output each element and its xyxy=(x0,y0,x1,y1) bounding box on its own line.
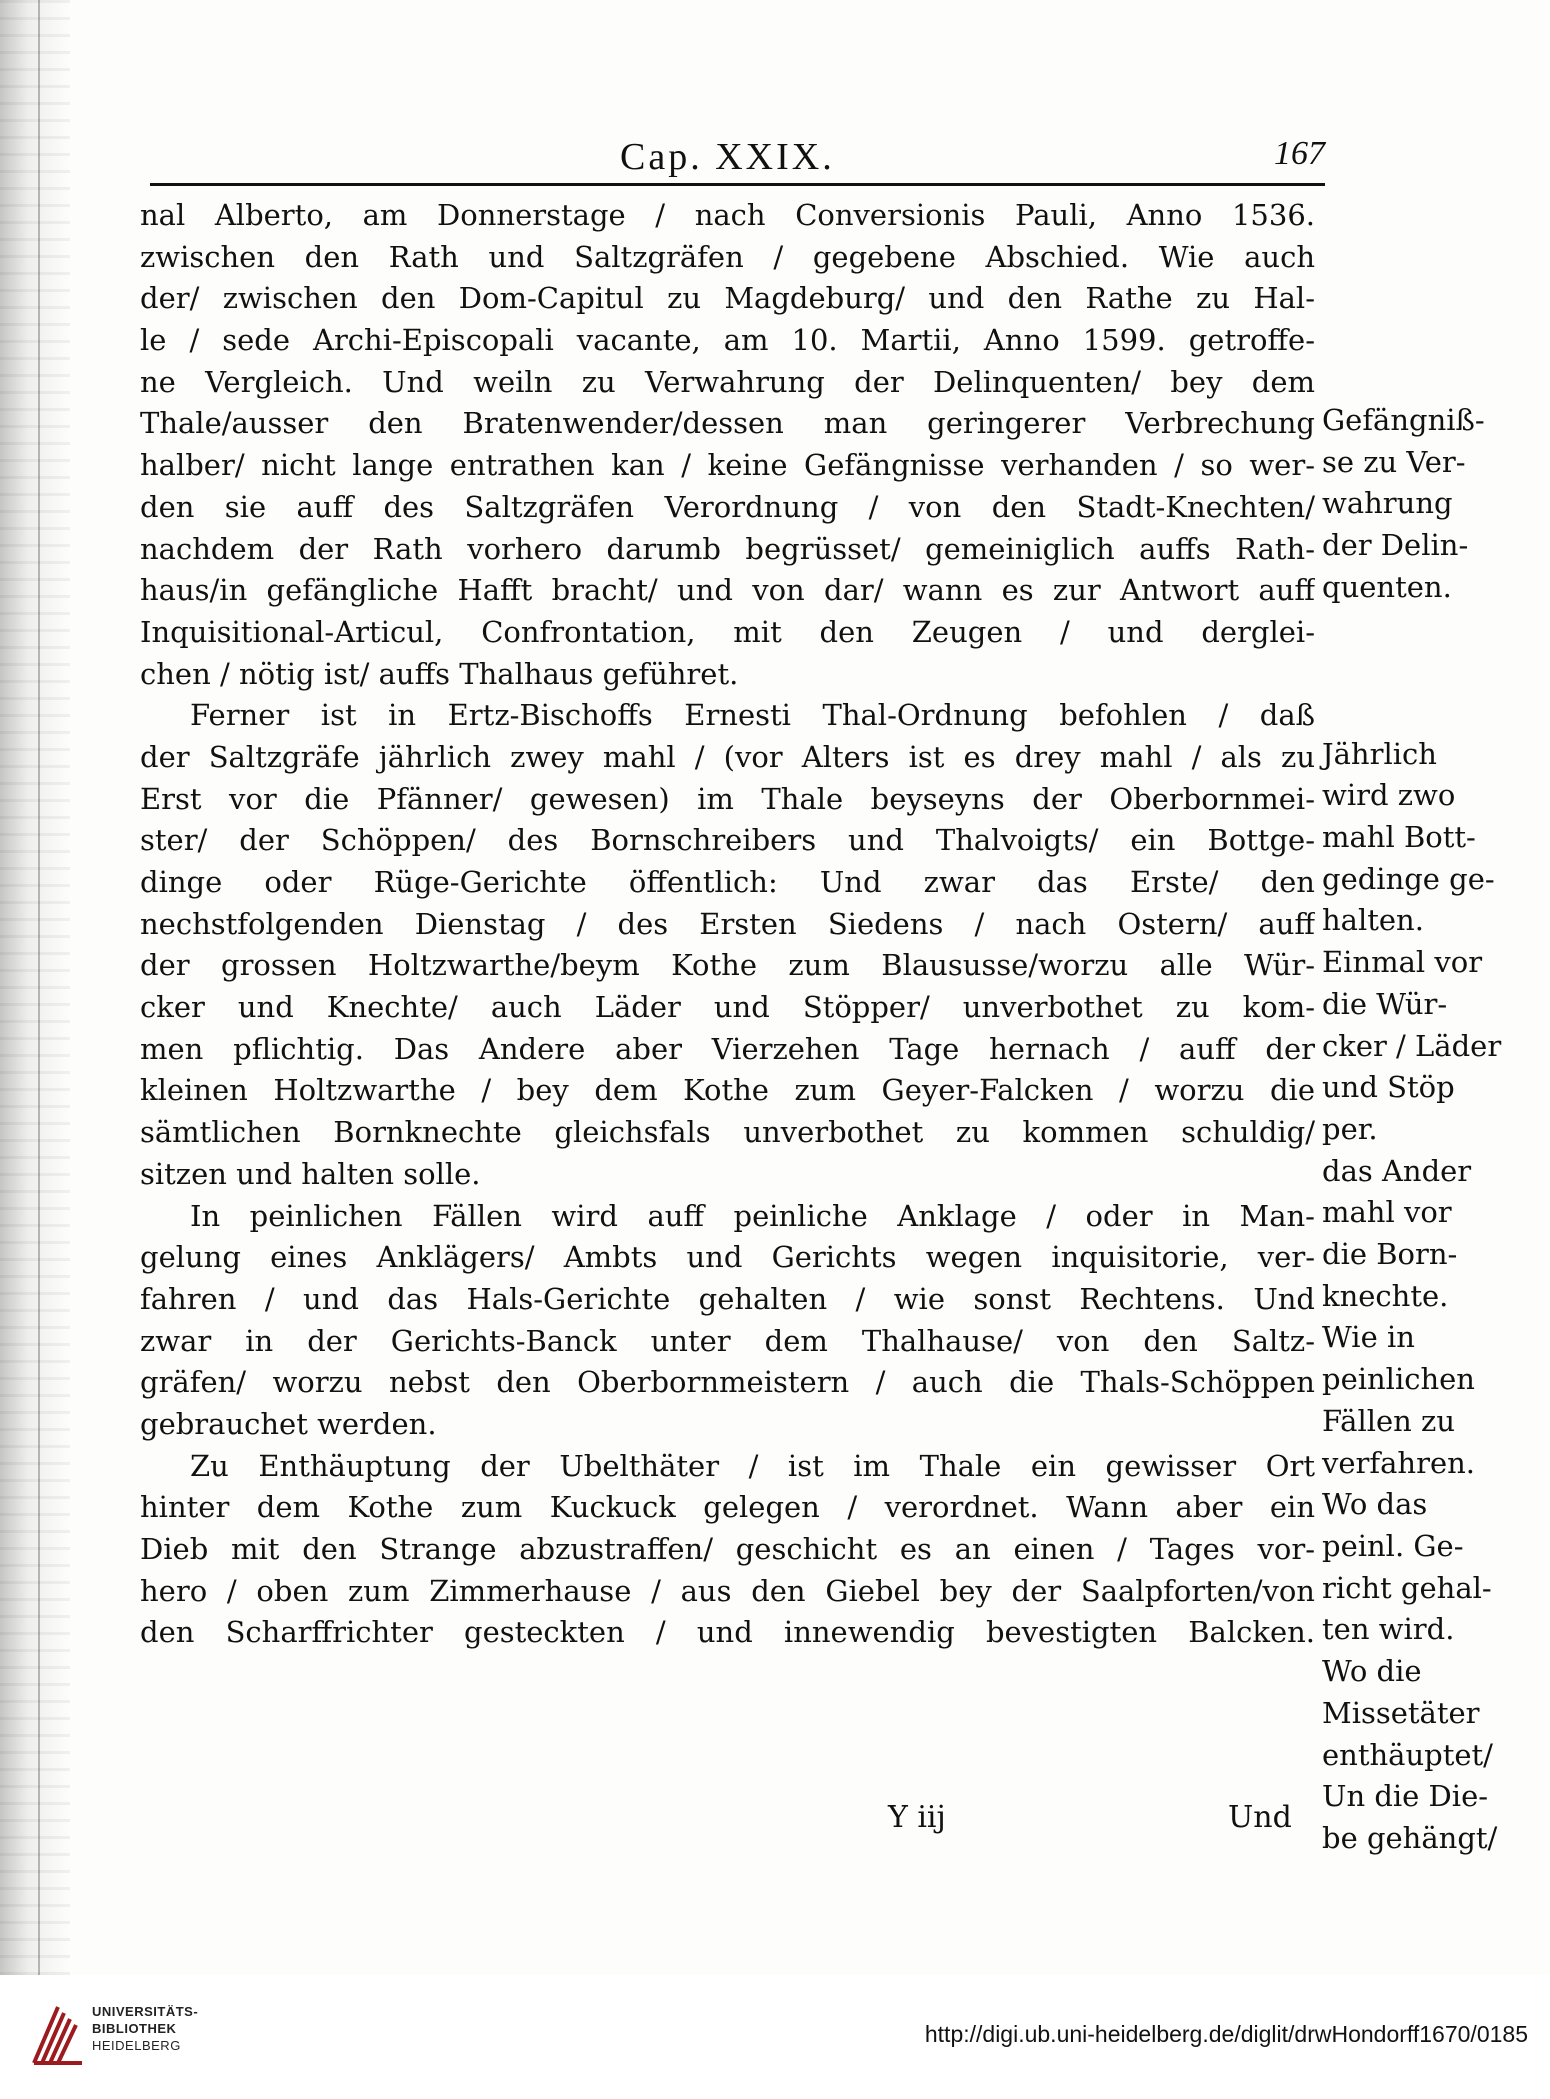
marginal-note-line: das Ander xyxy=(1322,1153,1472,1188)
text-line: den sie auff des Saltzgräfen Verordnung / von den Stadt-Knechten/ xyxy=(140,489,1315,524)
text-line: kleinen Holtzwarthe / bey dem Kothe zum Geyer-Falcken / worzu die xyxy=(140,1073,1315,1108)
marginal-note-line: peinlichen xyxy=(1322,1362,1475,1397)
marginal-note-line: Wo das xyxy=(1322,1487,1428,1522)
marginal-note-line: be gehängt/ xyxy=(1322,1820,1498,1855)
marginal-note-line: der Delin- xyxy=(1322,528,1469,563)
marginal-note xyxy=(1322,400,1522,1860)
marginal-note-line: mahl vor xyxy=(1322,1195,1452,1230)
marginal-note-line: wird zwo xyxy=(1322,778,1456,813)
marginal-note-line: knechte. xyxy=(1322,1278,1449,1313)
marginal-note-line: Wo die xyxy=(1322,1654,1422,1689)
text-line: le / sede Archi-Episcopali vacante, am 10. Martii, Anno 1599. getroffe- xyxy=(140,323,1315,358)
running-title: Cap. XXIX. xyxy=(620,136,835,178)
marginal-note-line: gedinge ge- xyxy=(1322,861,1495,896)
library-name-line: BIBLIOTHEK xyxy=(92,2021,177,2036)
marginal-note-line: und Stöp xyxy=(1322,1070,1455,1105)
text-line: fahren / und das Hals-Gerichte gehalten / wie sonst Rechtens. Und xyxy=(140,1281,1315,1316)
text-line: nachdem der Rath vorhero darumb begrüsset/ gemeiniglich auffs Rath- xyxy=(140,531,1315,566)
text-line: Thale/ausser den Bratenwender/dessen man geringerer Verbrechung xyxy=(140,406,1315,441)
marginal-note-line: se zu Ver- xyxy=(1322,444,1466,479)
text-line: dinge oder Rüge-Gerichte öffentlich: Und zwar das Erste/ den xyxy=(140,865,1315,899)
text-line: nechstfolgenden Dienstag / des Ersten Siedens / nach Ostern/ auff xyxy=(140,906,1315,941)
text-line: ne Vergleich. Und weiln zu Verwahrung der Delinquenten/ bey dem xyxy=(140,364,1315,399)
signature-mark: Y iij xyxy=(888,1800,946,1835)
library-name-line: HEIDELBERG xyxy=(92,2038,181,2053)
marginal-note-line: Gefängniß- xyxy=(1322,403,1485,437)
marginal-note-line: Fällen zu xyxy=(1322,1403,1456,1438)
text-line: gräfen/ worzu nebst den Oberbornmeistern / auch die Thals-Schöppen xyxy=(140,1365,1315,1400)
marginal-note-line: richt gehal- xyxy=(1322,1570,1492,1605)
marginal-notes xyxy=(1322,400,1522,1860)
text-line: zwar in der Gerichts-Banck unter dem Thalhause/ von den Saltz- xyxy=(140,1323,1315,1358)
university-library-logo-icon[interactable] xyxy=(28,1997,88,2069)
page-header xyxy=(150,135,1325,185)
header-rule xyxy=(150,183,1325,186)
marginal-note-line: Einmal vor xyxy=(1322,945,1483,980)
marginal-note-line: quenten. xyxy=(1322,569,1452,604)
marginal-note-line: wahrung xyxy=(1322,486,1453,521)
marginal-note-line: verfahren. xyxy=(1322,1445,1476,1480)
text-line: men pflichtig. Das Andere aber Vierzehen Tage hernach / auff der xyxy=(140,1031,1315,1066)
text-line: haus/in gefängliche Hafft bracht/ und von dar/ wann es zur Antwort auff xyxy=(140,573,1315,608)
permalink-url[interactable]: http://digi.ub.uni-heidelberg.de/diglit/drwHondorff1670/0185 xyxy=(924,2021,1528,2047)
text-line: cker und Knechte/ auch Läder und Stöpper/ unverbothet zu kom- xyxy=(140,990,1315,1025)
marginal-note-line: die Born- xyxy=(1322,1237,1458,1272)
marginal-note-line: cker / Läder xyxy=(1322,1028,1502,1063)
text-line: Erst vor die Pfänner/ gewesen) im Thale beyseyns der Oberbornmei- xyxy=(140,781,1315,816)
marginal-note-line: per. xyxy=(1322,1111,1378,1146)
text-line: sitzen und halten solle. xyxy=(140,1156,481,1191)
text-line: sämtlichen Bornknechte gleichsfals unverbothet zu kommen schuldig/ xyxy=(140,1115,1315,1150)
text-line: der/ zwischen den Dom-Capitul zu Magdeburg/ und den Rathe zu Hal- xyxy=(140,281,1315,316)
marginal-note-line: Jährlich xyxy=(1322,736,1437,771)
text-line: chen / nötig ist/ auffs Thalhaus geführet. xyxy=(140,656,739,691)
marginal-note-line: ten wird. xyxy=(1322,1612,1455,1647)
marginal-note-spacer xyxy=(1322,609,1522,651)
text-line: der grossen Holtzwarthe/beym Kothe zum Blaususse/worzu alle Wür- xyxy=(140,948,1315,983)
marginal-note-line: Missetäter xyxy=(1322,1695,1480,1730)
marginal-note-line: die Wür- xyxy=(1322,986,1448,1021)
marginal-note-spacer xyxy=(1322,650,1522,692)
book-spine-edge xyxy=(38,0,40,1975)
text-line: ster/ der Schöppen/ des Bornschreibers und Thalvoigts/ ein Bottge- xyxy=(140,823,1315,858)
text-line: gelung eines Anklägers/ Ambts und Gerichts wegen inquisitorie, ver- xyxy=(140,1240,1315,1275)
marginal-note-line: Un die Die- xyxy=(1322,1779,1489,1814)
text-line: Dieb mit den Strange abzustraffen/ geschicht es an einen / Tages vor- xyxy=(140,1532,1315,1566)
text-line: In peinlichen Fällen wird auff peinliche Anklage / oder in Man- xyxy=(190,1198,1315,1233)
text-line: gebrauchet werden. xyxy=(140,1406,437,1441)
text-line: der Saltzgräfe jährlich zwey mahl / (vor Alters ist es drey mahl / als zu xyxy=(140,739,1315,774)
page-number: 167 xyxy=(1274,135,1325,172)
library-name xyxy=(92,2003,198,2054)
library-name-line: UNIVERSITÄTS- xyxy=(92,2004,199,2019)
marginal-note-line: Wie in xyxy=(1322,1320,1415,1355)
text-line: Inquisitional-Articul, Confrontation, mit den Zeugen / und derglei- xyxy=(140,614,1315,649)
text-line: nal Alberto, am Donnerstage / nach Conversionis Pauli, Anno 1536. xyxy=(140,198,1315,232)
text-line: halber/ nicht lange entrathen kan / keine Gefängnisse verhanden / so wer- xyxy=(140,448,1315,483)
viewer-footer xyxy=(0,1975,1550,2099)
marginal-note-line: peinl. Ge- xyxy=(1322,1528,1464,1563)
marginal-note-line: mahl Bott- xyxy=(1322,820,1476,855)
text-line: zwischen den Rath und Saltzgräfen / gegebene Abschied. Wie auch xyxy=(140,239,1315,274)
text-line: hero / oben zum Zimmerhause / aus den Giebel bey der Saalpforten/von xyxy=(140,1573,1315,1608)
catchword: Und xyxy=(1228,1800,1292,1835)
text-line: den Scharffrichter gesteckten / und innewendig bevestigten Balcken. xyxy=(140,1615,1315,1650)
text-line: hinter dem Kothe zum Kuckuck gelegen / verordnet. Wann aber ein xyxy=(140,1490,1315,1525)
marginal-note-line: enthäuptet/ xyxy=(1322,1737,1493,1772)
marginal-note-spacer xyxy=(1322,692,1522,734)
text-line: Ferner ist in Ertz-Bischoffs Ernesti Thal-Ordnung befohlen / daß xyxy=(190,698,1315,733)
text-line: Zu Enthäuptung der Ubelthäter / ist im Thale ein gewisser Ort xyxy=(190,1448,1315,1483)
marginal-note-line: halten. xyxy=(1322,903,1424,938)
main-text-column xyxy=(140,195,1315,1654)
book-spine-shadow xyxy=(0,0,70,1975)
